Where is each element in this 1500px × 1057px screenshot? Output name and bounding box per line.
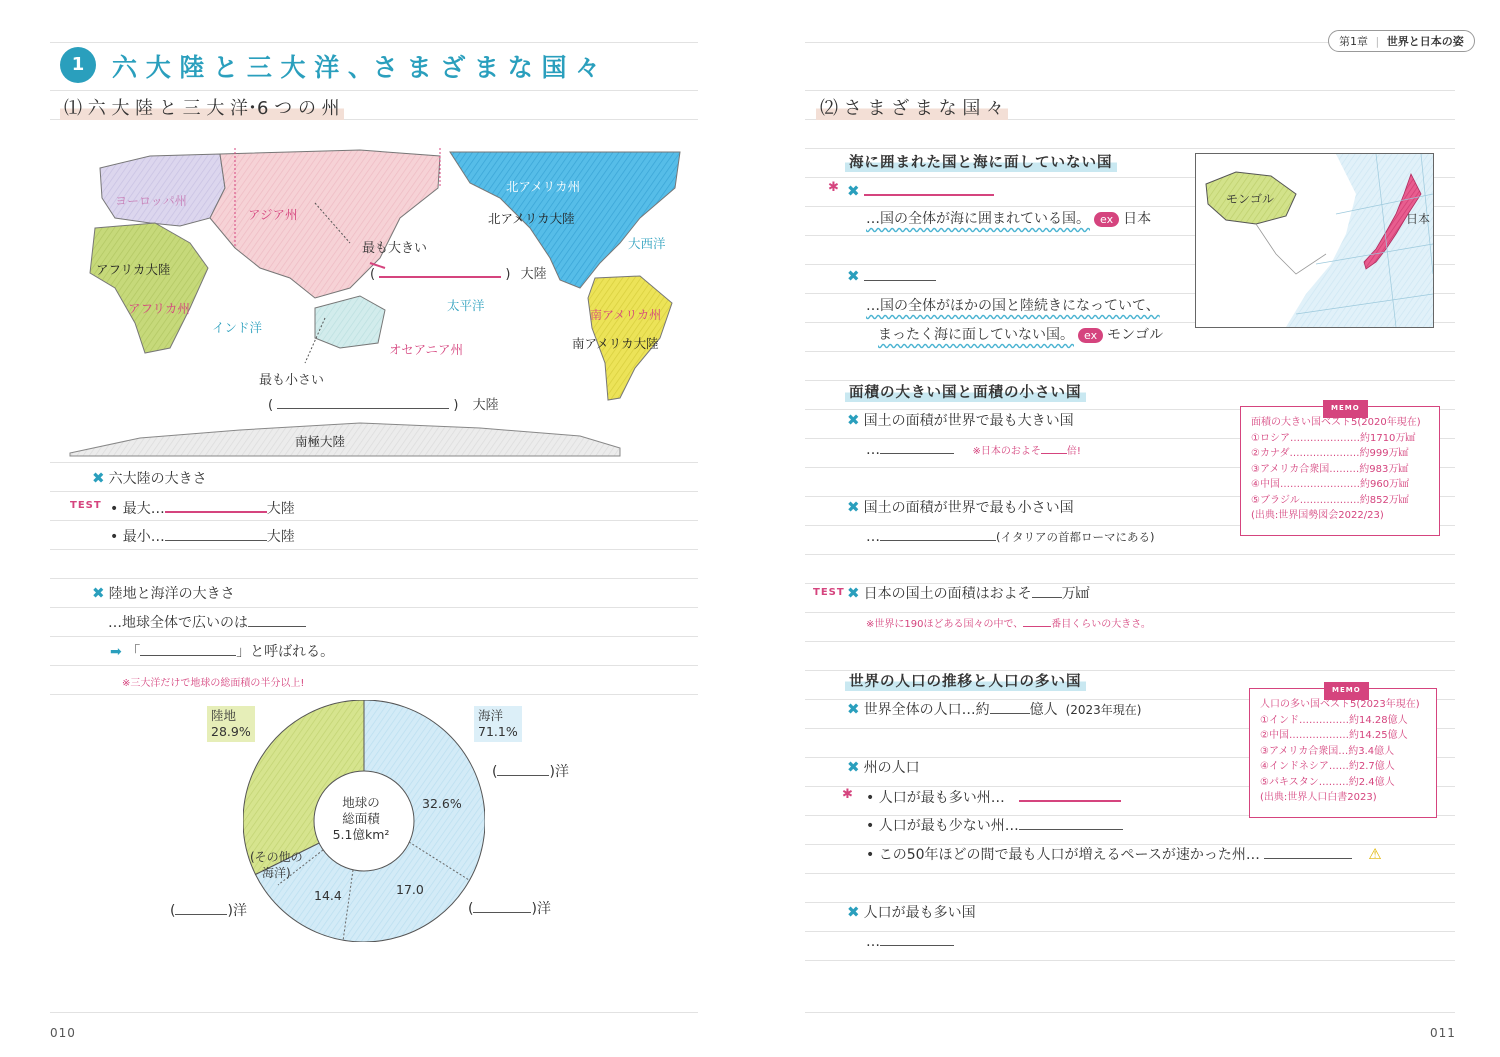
memo-area	[1240, 406, 1440, 536]
land-sea-line1: …地球全体で広いのは	[108, 612, 306, 632]
section-title: 六 大 陸 と 三 大 洋 、さ ま ざ ま な 国 々	[112, 53, 601, 82]
larger-area-blank[interactable]	[248, 612, 306, 627]
six-continents-heading: 六大陸の大きさ	[108, 471, 207, 487]
memo-source: (出典:世界国勢図会2022/23)	[1251, 510, 1384, 521]
star-icon: ✱	[842, 787, 853, 802]
clover-icon: ✖	[92, 584, 105, 602]
clover-icon: ✖	[847, 903, 860, 921]
test-label: TEST	[813, 587, 845, 598]
map-label-antarctica: 南極大陸	[295, 434, 346, 449]
smallest-blank-row: ( ) 大陸	[268, 394, 499, 413]
map-label-asia-state: アジア州	[248, 207, 298, 222]
memo-row: ①インド……………約14.28億人	[1260, 714, 1408, 726]
area-q3-note: ※世界に190ほどある国々の中で、 番目くらいの大きさ。	[866, 615, 1151, 630]
pop-heading: 世界の人口の推移と人口の多い国	[845, 670, 1086, 691]
area-q1-row: ✖ 国土の面積が世界で最も大きい国	[847, 411, 1074, 429]
map-label-japan: 日本	[1406, 212, 1431, 226]
warning-icon: ⚠	[1368, 845, 1382, 863]
memo-title: 面積の大きい国ベスト5(2020年現在)	[1251, 417, 1421, 428]
subheading: ⑵ さ ま ざ ま な 国 々	[816, 94, 1008, 120]
clover-icon: ✖	[847, 584, 860, 602]
map-label-africa-state: アフリカ州	[128, 301, 190, 316]
memo-source: (出典:世界人口白書2023)	[1260, 792, 1377, 803]
largest-label: 最も大きい	[362, 241, 428, 256]
map-label-n-america-state: 北アメリカ州	[506, 179, 581, 194]
map-label-oceania-state: オセアニア州	[389, 342, 464, 357]
most-pop-country-blank[interactable]	[880, 931, 954, 946]
map-label-africa-continent: アフリカ大陸	[96, 262, 171, 277]
most-pop-state-blank[interactable]	[1019, 786, 1121, 802]
pop-q3-answer: …	[866, 931, 954, 950]
area-q2-answer: … (イタリアの首都ローマにある)	[866, 526, 1154, 545]
smallest-country-blank[interactable]	[880, 526, 996, 541]
clover-icon: ✖	[92, 469, 105, 487]
page-number: 010	[50, 1026, 76, 1040]
donut-other-label: (その他の 海洋)	[250, 850, 303, 880]
area-heading: 面積の大きい国と面積の小さい国	[845, 381, 1086, 402]
max-continent-blank[interactable]	[165, 497, 267, 513]
clover-icon: ✖	[847, 700, 860, 718]
area-q3-row: ✖ 日本の国土の面積はおよそ 万㎢	[847, 584, 1090, 602]
ratio-blank[interactable]	[1041, 443, 1067, 454]
sea-heading: 海に囲まれた国と海に面していない国	[845, 151, 1117, 172]
sea-q2-row	[847, 266, 936, 285]
right-page	[750, 0, 1500, 1057]
landlocked-country-blank[interactable]	[864, 266, 936, 281]
ex-badge: ex	[1078, 328, 1103, 343]
clover-icon: ✖	[847, 411, 860, 429]
pop-q3-row: ✖ 人口が最も多い国	[847, 903, 976, 921]
japan-area-blank[interactable]	[1032, 583, 1062, 598]
pop-b3-row: • この50年ほどの間で最も人口が増えるペースが速かった州… ⚠	[866, 845, 1382, 863]
land-pct: 28.9%	[211, 724, 251, 739]
page-number: 011	[1430, 1026, 1456, 1040]
chapter-tag: 第1章 | 世界と日本の姿	[1328, 30, 1475, 52]
clover-icon: ✖	[847, 498, 860, 516]
sea-line2b: まったく海に面していない国。 ex モンゴル	[878, 327, 1164, 343]
map-label-indian-ocean: インド洋	[212, 320, 263, 335]
island-country-blank[interactable]	[864, 180, 994, 196]
min-continent-blank[interactable]	[165, 526, 267, 541]
sea-q1-row	[847, 180, 994, 200]
memo-row: ⑤ブラジル………………約852万㎢	[1251, 494, 1409, 506]
donut-value-1: 32.6%	[422, 796, 462, 811]
map-label-s-america-state: 南アメリカ州	[590, 308, 662, 322]
memo-title: 人口の多い国ベスト5(2023年現在)	[1260, 699, 1420, 710]
chapter-title: 世界と日本の姿	[1386, 35, 1464, 48]
clover-icon: ✖	[847, 182, 860, 200]
ocean-blank-2: ( )洋	[468, 898, 551, 918]
donut-value-3: 14.4	[314, 888, 342, 903]
memo-population	[1249, 688, 1437, 818]
donut-center-text: 地球の 総面積 5.1億km²	[332, 795, 390, 842]
land-sea-line2: ➡ 「 」と呼ばれる。	[110, 641, 334, 661]
ex-badge: ex	[1094, 212, 1119, 227]
donut-value-2: 17.0	[396, 882, 424, 897]
map-label-mongolia: モンゴル	[1226, 192, 1275, 206]
memo-tag: MEMO	[1323, 400, 1368, 418]
sea-pct: 71.1%	[478, 724, 518, 739]
area-q2-row: ✖ 国土の面積が世界で最も小さい国	[847, 498, 1074, 516]
clover-icon: ✖	[847, 267, 860, 285]
pop-b2-row: • 人口が最も少ない州…	[866, 815, 1123, 835]
area-q1-answer: … ※日本のおよそ 倍!	[866, 439, 1081, 458]
six-continents-heading-row	[92, 468, 207, 488]
section-number: 1	[71, 54, 85, 75]
name-blank[interactable]	[140, 641, 236, 656]
sea-line2a: …国の全体がほかの国と陸続きになっていて、	[866, 298, 1160, 314]
memo-row: ④インドネシア……約2.7億人	[1260, 761, 1395, 772]
memo-row: ②中国………………約14.25億人	[1260, 730, 1408, 741]
largest-continent-blank[interactable]	[379, 262, 501, 278]
largest-country-blank[interactable]	[880, 439, 954, 454]
clover-icon: ✖	[847, 758, 860, 776]
map-label-pacific: 太平洋	[447, 298, 485, 313]
memo-tag: MEMO	[1324, 682, 1369, 700]
land-sea-note: ※三大洋だけで地球の総面積の半分以上!	[122, 678, 305, 689]
memo-row: ①ロシア…………………約1710万㎢	[1251, 432, 1416, 444]
memo-row: ③アメリカ合衆国…約3.4億人	[1260, 745, 1395, 757]
pop-b1-row: • 人口が最も多い州…	[866, 786, 1121, 807]
sea-line1: …国の全体が海に囲まれている国。 ex 日本	[866, 211, 1152, 227]
map-label-atlantic: 大西洋	[628, 236, 666, 251]
max-continent-row: • 最大… 大陸	[110, 497, 295, 518]
east-asia-map	[1195, 153, 1434, 328]
land-label-box	[207, 706, 255, 742]
smallest-label: 最も小さい	[259, 373, 325, 388]
chapter-number: 第1章	[1339, 35, 1368, 48]
sea-label-box	[474, 706, 522, 742]
map-label-europe-state: ヨーロッパ州	[115, 194, 187, 208]
map-label-s-america-continent: 南アメリカ大陸	[572, 336, 659, 351]
ocean-blank-1: ( )洋	[492, 761, 569, 781]
section-badge	[60, 47, 96, 83]
sea-label: 海洋	[478, 708, 504, 723]
arrow-right-icon: ➡	[110, 644, 122, 660]
least-pop-state-blank[interactable]	[1019, 815, 1123, 830]
land-sea-heading: 陸地と海洋の大きさ	[108, 586, 235, 602]
fastest-growth-blank[interactable]	[1264, 844, 1352, 859]
smallest-continent-blank[interactable]	[277, 394, 449, 409]
min-continent-row: • 最小… 大陸	[110, 526, 295, 546]
world-pop-blank[interactable]	[990, 699, 1030, 714]
land-label: 陸地	[211, 708, 237, 723]
rank-blank[interactable]	[1023, 616, 1051, 627]
memo-row: ④中国……………………約960万㎢	[1251, 479, 1410, 490]
map-label-n-america-continent: 北アメリカ大陸	[488, 211, 575, 226]
ocean-blank-3: ( )洋	[170, 900, 247, 920]
memo-row: ②カナダ…………………約999万㎢	[1251, 448, 1409, 459]
land-sea-heading-row	[92, 583, 235, 603]
pop-q1-row: ✖ 世界全体の人口…約 億人 (2023年現在)	[847, 700, 1142, 718]
largest-blank-row: ( ) 大陸	[370, 262, 547, 282]
test-label: TEST	[70, 500, 102, 511]
memo-row: ⑤パキスタン………約2.4億人	[1260, 776, 1395, 788]
pop-q2-row: ✖ 州の人口	[847, 758, 920, 776]
star-icon: ✱	[828, 180, 839, 195]
memo-row: ③アメリカ合衆国………約983万㎢	[1251, 463, 1409, 475]
subheading: ⑴ 六 大 陸 と 三 大 洋･6 つ の 州	[60, 94, 344, 120]
